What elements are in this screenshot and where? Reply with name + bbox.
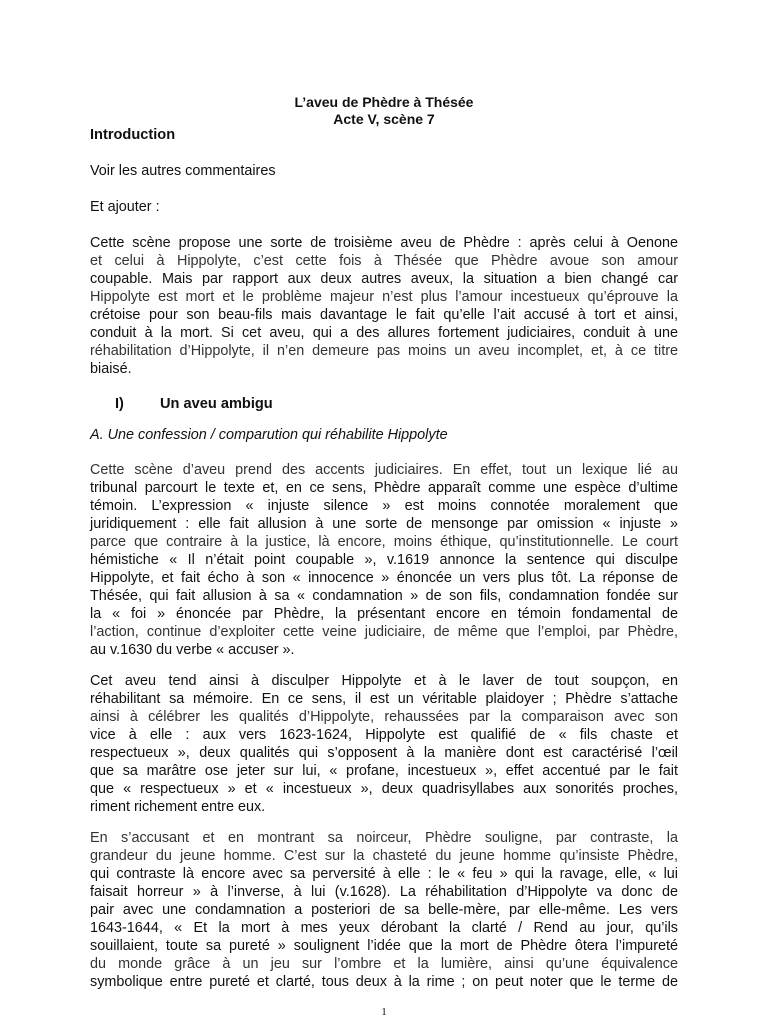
text-line: réhabilitation d’Hippolyte, il n’en demeure pas moins un aveu incomplet, et, à ce titre [90,343,678,359]
document-title: L’aveu de Phèdre à Thésée [294,94,474,110]
document-subtitle: Acte V, scène 7 [333,111,435,127]
subsection-heading: A. Une confession / comparution qui réhabilite Hippolyte [90,427,448,443]
text-line: témoin. L’expression « injuste silence » est moins connotée moralement que [90,498,678,514]
text-line: Hippolyte, et fait écho à son « innocence » énoncée un vers plus tôt. La réponse de [90,570,678,586]
text-line: juridiquement : elle fait allusion à une sorte de mensonge par omission « injuste » [90,516,678,532]
text-line: pair avec une condamnation a posteriori de sa belle-mère, par elle-même. Les vers [90,902,678,918]
text-line: Cet aveu tend ainsi à disculper Hippolyte et à le laver de tout soupçon, en [90,673,678,689]
text-line: riment richement entre eux. [90,799,266,815]
text-line: faisait horreur » à l’inverse, à lui (v.1628). La réhabilitation d’Hippolyte va donc de [90,884,678,900]
text-line: tribunal parcourt le texte et, en ce sens, Phèdre apparaît comme une espèce d’ultime [90,480,678,496]
page-number: 1 [381,1006,387,1018]
text-line: parce que contraire à la justice, là encore, moins éthique, qu’institutionnelle. Le court [90,534,678,550]
text-line: 1643-1644, « Et la mort à mes yeux dérobant la clarté / Rend au jour, qu’ils [90,920,678,936]
text-line: réhabilitant sa mémoire. En ce sens, il est un véritable plaidoyer ; Phèdre s’attache [90,691,678,707]
text-line: grandeur du jeune homme. C’est sur la chasteté du jeune homme qu’insiste Phèdre, [90,848,678,864]
text-line: et celui à Hippolyte, c’est cette fois à Thésée que Phèdre avoue son amour [90,253,678,269]
text-line: la « foi » énoncée par Phèdre, la présentant encore en témoin fondamental de [90,606,678,622]
text-line: Thésée, qui fait allusion à sa « condamnation » de son fils, condamnation fondée sur [90,588,678,604]
introduction-heading: Introduction [90,127,176,143]
see-other-comments-text: Voir les autres commentaires [90,163,276,179]
text-line: Hippolyte est mort et le problème majeur n’est plus l’amour incestueux qu’éprouve la [90,289,678,305]
section-number: I) [115,396,124,412]
text-line: Cette scène propose une sorte de troisième aveu de Phèdre : après celui à Oenone [90,235,678,251]
text-line: respectueux », deux qualités qui s’opposent à la manière dont est caractérisé l’œil [90,745,678,761]
text-line: que sa marâtre ose jeter sur lui, « profane, incestueux », effet accentué par le fait [90,763,678,779]
section-heading: Un aveu ambigu [160,396,273,412]
text-line: symbolique entre pureté et clarté, tous deux à la rime ; on peut noter que le terme de [90,974,678,990]
text-line: ainsi à célébrer les qualités d’Hippolyte, rehaussées par la comparaison avec son [90,709,678,725]
text-line: En s’accusant et en montrant sa noirceur, Phèdre souligne, par contraste, la [90,830,678,846]
text-line: biaisé. [90,361,132,377]
text-line: coupable. Mais par rapport aux deux autres aveux, la situation a bien changé car [90,271,678,287]
and-add-text: Et ajouter : [90,199,160,215]
text-line: crétoise pour son beau-fils mais davantage le fait qu’elle l’ait accusé à tort et ainsi, [90,307,678,323]
text-line: au v.1630 du verbe « accuser ». [90,642,295,658]
text-line: conduit à la mort. Si cet aveu, qui a des allures fortement judiciaires, conduit à une [90,325,678,341]
text-line: du monde grâce à un jeu sur l’ombre et la lumière, ainsi qu’une équivalence [90,956,678,972]
text-line: souillaient, toute sa pureté » soulignent l’idée que la mort de Phèdre ôtera l’impureté [90,938,678,954]
text-line: l’action, continue d’exploiter cette veine judiciaire, de même que l’emploi, par Phèdre, [90,624,678,640]
text-line: Cette scène d’aveu prend des accents judiciaires. En effet, tout un lexique lié au [90,462,678,478]
text-line: qui contraste là encore avec sa perversité à elle : le « feu » qui la ravage, elle, « lui [90,866,678,882]
text-line: que « respectueux » et « incestueux », deux quadrisyllabes aux sonorités proches, [90,781,678,797]
text-line: vice à elle : aux vers 1623-1624, Hippolyte est qualifié de « fils chaste et [90,727,678,743]
text-line: hémistiche « Il n’était point coupable », v.1619 annonce la sentence qui disculpe [90,552,678,568]
